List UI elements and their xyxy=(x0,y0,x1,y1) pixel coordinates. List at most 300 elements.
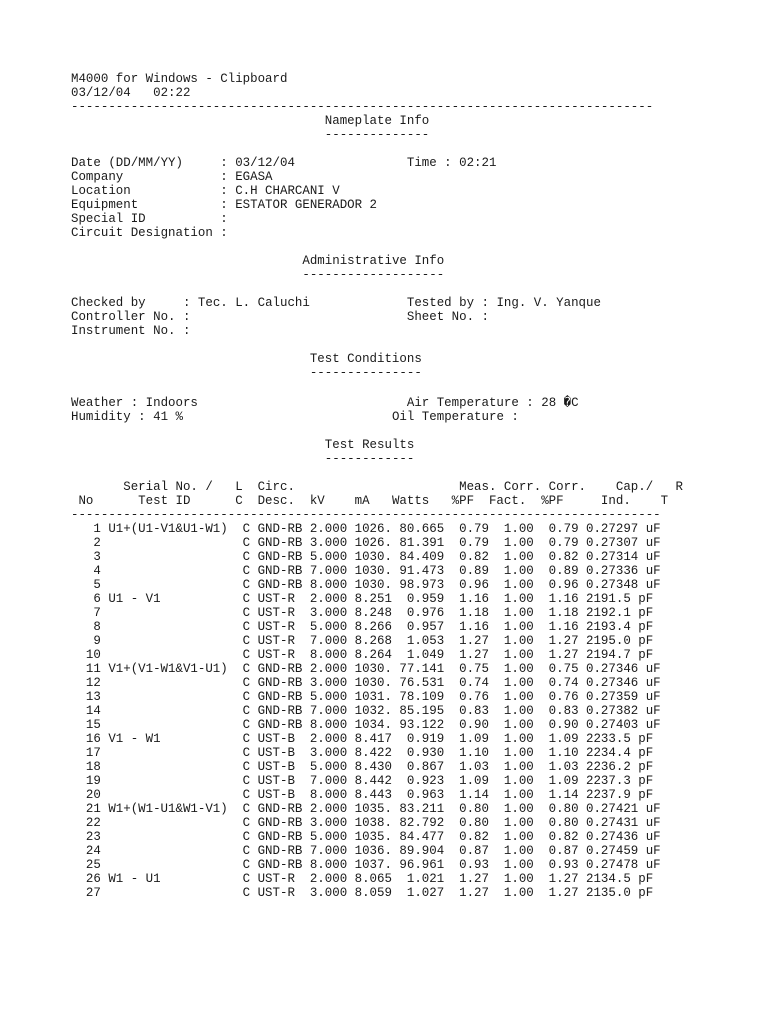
row-capacitance: 2233.5 pF xyxy=(586,732,654,746)
row-corr-pf: 1.03 xyxy=(548,760,579,774)
row-corr-fact: 1.00 xyxy=(503,564,534,578)
row-corr-fact: 1.00 xyxy=(503,648,534,662)
row-corr-pf: 0.80 xyxy=(548,802,579,816)
instrument-label: Instrument No. xyxy=(71,324,176,338)
results-header-rule: ------------------------------------------------------------------------------- xyxy=(71,508,661,522)
row-kv: 2.000 xyxy=(309,732,348,746)
row-corr-fact: 1.00 xyxy=(503,830,534,844)
row-circuit-desc: GND-RB xyxy=(257,718,303,732)
row-corr-pf: 1.27 xyxy=(548,872,579,886)
row-number: 21 xyxy=(85,802,101,816)
row-ma: 1035. xyxy=(354,830,392,844)
row-watts: 83.211 xyxy=(399,802,445,816)
row-circuit-desc: UST-R xyxy=(257,634,295,648)
row-circuit-desc: GND-RB xyxy=(257,830,303,844)
row-watts: 76.531 xyxy=(399,676,445,690)
date-value: 03/12/04 xyxy=(235,156,295,170)
row-number: 18 xyxy=(85,760,101,774)
row-number: 16 xyxy=(85,732,101,746)
row-corr-pf: 0.93 xyxy=(548,858,579,872)
row-kv: 7.000 xyxy=(309,774,348,788)
row-watts: 0.963 xyxy=(406,788,445,802)
row-l-column: C xyxy=(242,620,251,634)
row-watts: 84.477 xyxy=(399,830,445,844)
row-ma: 1030. xyxy=(354,564,392,578)
row-capacitance: 2236.2 pF xyxy=(586,760,654,774)
table-row xyxy=(71,746,683,760)
row-capacitance: 0.27431 uF xyxy=(586,816,661,830)
row-meas-pf: 1.14 xyxy=(459,788,489,802)
row-l-column: C xyxy=(242,676,251,690)
row-kv: 2.000 xyxy=(309,522,348,536)
row-corr-pf: 0.76 xyxy=(548,690,579,704)
row-corr-fact: 1.00 xyxy=(503,802,534,816)
row-kv: 8.000 xyxy=(309,718,348,732)
row-ma: 8.268 xyxy=(354,634,392,648)
row-corr-pf: 1.10 xyxy=(548,746,579,760)
row-l-column: C xyxy=(242,732,251,746)
row-capacitance: 2234.4 pF xyxy=(586,746,654,760)
company-label: Company xyxy=(71,170,124,184)
row-l-column: C xyxy=(242,774,251,788)
results-header-line-2: No Test ID C Desc. kV mA Watts %PF Fact. %PF Ind. T xyxy=(71,494,669,508)
table-row xyxy=(71,858,683,872)
row-corr-pf: 0.82 xyxy=(548,550,579,564)
row-corr-fact: 1.00 xyxy=(503,592,534,606)
row-corr-pf: 0.75 xyxy=(548,662,579,676)
row-ma: 8.065 xyxy=(354,872,392,886)
sheet-label: Sheet No. xyxy=(406,310,475,324)
row-capacitance: 0.27307 uF xyxy=(586,536,661,550)
table-row xyxy=(71,648,683,662)
row-ma: 1026. xyxy=(354,536,392,550)
row-watts: 93.122 xyxy=(399,718,445,732)
equipment-value: ESTATOR GENERADOR 2 xyxy=(235,198,378,212)
conditions-title: Test Conditions xyxy=(309,352,422,366)
row-corr-pf: 0.89 xyxy=(548,564,579,578)
row-number: 4 xyxy=(93,564,101,578)
row-l-column: C xyxy=(242,550,251,564)
row-capacitance: 2192.1 pF xyxy=(586,606,654,620)
row-kv: 2.000 xyxy=(309,662,348,676)
row-kv: 5.000 xyxy=(309,620,348,634)
table-row xyxy=(71,816,683,830)
conditions-underline: --------------- xyxy=(309,366,422,380)
row-l-column: C xyxy=(242,606,251,620)
row-kv: 3.000 xyxy=(309,886,348,900)
circuit-label: Circuit Designation xyxy=(71,226,213,240)
report-date: 03/12/04 xyxy=(71,86,131,100)
row-kv: 2.000 xyxy=(309,802,348,816)
row-corr-pf: 0.83 xyxy=(548,704,579,718)
row-corr-fact: 1.00 xyxy=(503,522,534,536)
row-corr-fact: 1.00 xyxy=(503,550,534,564)
row-l-column: C xyxy=(242,858,251,872)
row-l-column: C xyxy=(242,788,251,802)
row-circuit-desc: GND-RB xyxy=(257,536,303,550)
row-corr-pf: 0.80 xyxy=(548,816,579,830)
row-circuit-desc: GND-RB xyxy=(257,662,303,676)
row-corr-pf: 0.82 xyxy=(548,830,579,844)
row-ma: 1030. xyxy=(354,578,392,592)
row-number: 7 xyxy=(93,606,101,620)
row-number: 27 xyxy=(85,886,101,900)
time-value: 02:21 xyxy=(459,156,497,170)
row-capacitance: 0.27359 uF xyxy=(586,690,661,704)
row-number: 24 xyxy=(85,844,101,858)
row-test-id: U1+(U1-V1&U1-W1) xyxy=(108,522,228,536)
special-id-label: Special ID xyxy=(71,212,146,226)
row-ma: 8.417 xyxy=(354,732,392,746)
row-kv: 3.000 xyxy=(309,816,348,830)
row-l-column: C xyxy=(242,578,251,592)
row-capacitance: 2195.0 pF xyxy=(586,634,654,648)
row-capacitance: 0.27382 uF xyxy=(586,704,661,718)
table-row xyxy=(71,676,683,690)
company-value: EGASA xyxy=(235,170,273,184)
table-row xyxy=(71,802,683,816)
row-ma: 8.442 xyxy=(354,774,392,788)
row-l-column: C xyxy=(242,648,251,662)
row-watts: 1.049 xyxy=(406,648,445,662)
results-underline: ------------ xyxy=(324,452,415,466)
row-meas-pf: 1.16 xyxy=(459,620,489,634)
weather-label: Weather xyxy=(71,396,124,410)
table-row xyxy=(71,760,683,774)
row-kv: 8.000 xyxy=(309,788,348,802)
row-watts: 80.665 xyxy=(399,522,445,536)
row-kv: 3.000 xyxy=(309,606,348,620)
row-watts: 0.959 xyxy=(406,592,445,606)
air-temp-value: 28 �C xyxy=(541,396,579,410)
row-meas-pf: 0.93 xyxy=(459,858,489,872)
row-l-column: C xyxy=(242,886,251,900)
row-number: 23 xyxy=(85,830,101,844)
row-l-column: C xyxy=(242,746,251,760)
row-capacitance: 2191.5 pF xyxy=(586,592,654,606)
table-row xyxy=(71,522,683,536)
row-circuit-desc: UST-R xyxy=(257,872,295,886)
row-ma: 8.422 xyxy=(354,746,392,760)
row-corr-fact: 1.00 xyxy=(503,536,534,550)
row-circuit-desc: UST-B xyxy=(257,788,295,802)
app-title: M4000 for Windows - Clipboard xyxy=(71,72,288,86)
row-number: 10 xyxy=(85,648,101,662)
row-ma: 8.443 xyxy=(354,788,392,802)
table-row xyxy=(71,564,683,578)
row-meas-pf: 1.03 xyxy=(459,760,489,774)
row-number: 26 xyxy=(85,872,101,886)
controller-label: Controller No. xyxy=(71,310,176,324)
table-row xyxy=(71,732,683,746)
row-number: 6 xyxy=(93,592,101,606)
row-ma: 1038. xyxy=(354,816,392,830)
row-circuit-desc: GND-RB xyxy=(257,816,303,830)
humidity-label: Humidity xyxy=(71,410,131,424)
row-number: 20 xyxy=(85,788,101,802)
row-corr-fact: 1.00 xyxy=(503,858,534,872)
row-test-id: W1+(W1-U1&W1-V1) xyxy=(108,802,228,816)
row-capacitance: 2135.0 pF xyxy=(586,886,654,900)
row-circuit-desc: UST-R xyxy=(257,592,295,606)
row-ma: 8.059 xyxy=(354,886,392,900)
row-number: 25 xyxy=(85,858,101,872)
row-circuit-desc: UST-R xyxy=(257,648,295,662)
row-kv: 5.000 xyxy=(309,550,348,564)
row-corr-fact: 1.00 xyxy=(503,578,534,592)
row-kv: 8.000 xyxy=(309,858,348,872)
row-corr-pf: 1.27 xyxy=(548,634,579,648)
row-kv: 5.000 xyxy=(309,690,348,704)
row-meas-pf: 0.79 xyxy=(459,536,489,550)
row-ma: 8.266 xyxy=(354,620,392,634)
checked-by-label: Checked by xyxy=(71,296,146,310)
row-circuit-desc: UST-R xyxy=(257,886,295,900)
row-capacitance: 0.27459 uF xyxy=(586,844,661,858)
row-l-column: C xyxy=(242,522,251,536)
table-row xyxy=(71,550,683,564)
row-ma: 1034. xyxy=(354,718,392,732)
row-number: 13 xyxy=(85,690,101,704)
row-l-column: C xyxy=(242,830,251,844)
row-corr-pf: 1.27 xyxy=(548,648,579,662)
table-row xyxy=(71,788,683,802)
row-circuit-desc: GND-RB xyxy=(257,550,303,564)
row-capacitance: 2134.5 pF xyxy=(586,872,654,886)
row-circuit-desc: UST-B xyxy=(257,774,295,788)
row-kv: 3.000 xyxy=(309,676,348,690)
row-l-column: C xyxy=(242,760,251,774)
admin-underline: ------------------- xyxy=(302,268,445,282)
row-corr-pf: 0.96 xyxy=(548,578,579,592)
row-l-column: C xyxy=(242,592,251,606)
row-corr-pf: 0.87 xyxy=(548,844,579,858)
row-watts: 0.976 xyxy=(406,606,445,620)
row-meas-pf: 1.18 xyxy=(459,606,489,620)
row-watts: 77.141 xyxy=(399,662,445,676)
row-watts: 91.473 xyxy=(399,564,445,578)
row-circuit-desc: UST-R xyxy=(257,620,295,634)
row-corr-fact: 1.00 xyxy=(503,606,534,620)
row-ma: 1036. xyxy=(354,844,392,858)
air-temp-label: Air Temperature xyxy=(406,396,519,410)
row-corr-fact: 1.00 xyxy=(503,690,534,704)
row-watts: 0.923 xyxy=(406,774,445,788)
row-circuit-desc: UST-B xyxy=(257,732,295,746)
row-kv: 2.000 xyxy=(309,872,348,886)
tested-by-value: Ing. V. Yanque xyxy=(496,296,601,310)
row-circuit-desc: GND-RB xyxy=(257,690,303,704)
row-number: 1 xyxy=(93,522,101,536)
results-title: Test Results xyxy=(324,438,415,452)
row-watts: 78.109 xyxy=(399,690,445,704)
row-l-column: C xyxy=(242,634,251,648)
row-number: 11 xyxy=(85,662,101,676)
row-meas-pf: 0.75 xyxy=(459,662,489,676)
row-watts: 96.961 xyxy=(399,858,445,872)
row-meas-pf: 0.89 xyxy=(459,564,489,578)
date-label: Date (DD/MM/YY) xyxy=(71,156,183,170)
table-row xyxy=(71,578,683,592)
row-corr-pf: 1.27 xyxy=(548,886,579,900)
table-row xyxy=(71,718,683,732)
location-value: C.H CHARCANI V xyxy=(235,184,340,198)
row-meas-pf: 0.90 xyxy=(459,718,489,732)
row-watts: 84.409 xyxy=(399,550,445,564)
row-watts: 89.904 xyxy=(399,844,445,858)
row-circuit-desc: GND-RB xyxy=(257,522,303,536)
row-ma: 8.430 xyxy=(354,760,392,774)
weather-value: Indoors xyxy=(145,396,198,410)
row-kv: 8.000 xyxy=(309,578,348,592)
row-corr-fact: 1.00 xyxy=(503,732,534,746)
row-l-column: C xyxy=(242,872,251,886)
row-l-column: C xyxy=(242,704,251,718)
row-ma: 1031. xyxy=(354,690,392,704)
table-row xyxy=(71,662,683,676)
row-number: 2 xyxy=(93,536,101,550)
results-header-line-1: Serial No. / L Circ. Meas. Corr. Corr. Cap./ R xyxy=(71,480,684,494)
row-capacitance: 2237.9 pF xyxy=(586,788,654,802)
row-watts: 81.391 xyxy=(399,536,445,550)
row-ma: 1035. xyxy=(354,802,392,816)
row-corr-pf: 1.16 xyxy=(548,592,579,606)
row-meas-pf: 1.27 xyxy=(459,648,489,662)
row-capacitance: 0.27478 uF xyxy=(586,858,661,872)
table-row xyxy=(71,872,683,886)
row-watts: 82.792 xyxy=(399,816,445,830)
row-meas-pf: 1.27 xyxy=(459,872,489,886)
table-row xyxy=(71,844,683,858)
row-circuit-desc: GND-RB xyxy=(257,844,303,858)
row-meas-pf: 0.82 xyxy=(459,830,489,844)
row-circuit-desc: GND-RB xyxy=(257,676,303,690)
checked-by-value: Tec. L. Caluchi xyxy=(197,296,310,310)
row-kv: 8.000 xyxy=(309,648,348,662)
row-test-id: V1+(V1-W1&V1-U1) xyxy=(108,662,228,676)
row-l-column: C xyxy=(242,844,251,858)
row-number: 14 xyxy=(85,704,101,718)
row-watts: 0.867 xyxy=(406,760,445,774)
row-capacitance: 0.27403 uF xyxy=(586,718,661,732)
humidity-value: 41 % xyxy=(153,410,183,424)
nameplate-underline: -------------- xyxy=(324,128,430,142)
row-number: 12 xyxy=(85,676,101,690)
table-row xyxy=(71,774,683,788)
row-corr-pf: 0.79 xyxy=(548,522,579,536)
row-meas-pf: 1.09 xyxy=(459,732,489,746)
row-meas-pf: 0.80 xyxy=(459,802,489,816)
row-capacitance: 2193.4 pF xyxy=(586,620,654,634)
row-l-column: C xyxy=(242,718,251,732)
location-label: Location xyxy=(71,184,131,198)
row-ma: 1037. xyxy=(354,858,392,872)
row-number: 17 xyxy=(85,746,101,760)
row-capacitance: 0.27346 uF xyxy=(586,662,661,676)
row-test-id: U1 - V1 xyxy=(108,592,161,606)
row-corr-pf: 1.18 xyxy=(548,606,579,620)
row-corr-fact: 1.00 xyxy=(503,774,534,788)
row-meas-pf: 1.10 xyxy=(459,746,489,760)
row-circuit-desc: UST-B xyxy=(257,760,295,774)
tested-by-label: Tested by xyxy=(406,296,475,310)
row-ma: 8.251 xyxy=(354,592,392,606)
report-time: 02:22 xyxy=(153,86,191,100)
row-capacitance: 2237.3 pF xyxy=(586,774,654,788)
row-capacitance: 2194.7 pF xyxy=(586,648,654,662)
row-corr-fact: 1.00 xyxy=(503,816,534,830)
row-watts: 1.027 xyxy=(406,886,445,900)
row-corr-fact: 1.00 xyxy=(503,760,534,774)
row-watts: 0.930 xyxy=(406,746,445,760)
row-ma: 1026. xyxy=(354,522,392,536)
row-ma: 1030. xyxy=(354,676,392,690)
row-l-column: C xyxy=(242,536,251,550)
row-number: 8 xyxy=(93,620,101,634)
row-corr-fact: 1.00 xyxy=(503,704,534,718)
row-l-column: C xyxy=(242,662,251,676)
row-corr-fact: 1.00 xyxy=(503,746,534,760)
row-meas-pf: 0.83 xyxy=(459,704,489,718)
oil-temp-label: Oil Temperature xyxy=(391,410,504,424)
row-corr-fact: 1.00 xyxy=(503,844,534,858)
table-row xyxy=(71,704,683,718)
row-corr-pf: 0.90 xyxy=(548,718,579,732)
row-watts: 98.973 xyxy=(399,578,445,592)
nameplate-title: Nameplate Info xyxy=(324,114,430,128)
row-ma: 1030. xyxy=(354,550,392,564)
results-table-body xyxy=(71,522,683,900)
table-row xyxy=(71,536,683,550)
row-number: 5 xyxy=(93,578,101,592)
row-kv: 3.000 xyxy=(309,746,348,760)
row-ma: 8.264 xyxy=(354,648,392,662)
row-corr-fact: 1.00 xyxy=(503,886,534,900)
table-row xyxy=(71,690,683,704)
row-kv: 5.000 xyxy=(309,830,348,844)
row-corr-fact: 1.00 xyxy=(503,634,534,648)
table-row xyxy=(71,886,683,900)
row-corr-fact: 1.00 xyxy=(503,718,534,732)
row-watts: 0.919 xyxy=(406,732,445,746)
row-meas-pf: 1.27 xyxy=(459,634,489,648)
row-corr-fact: 1.00 xyxy=(503,872,534,886)
row-watts: 1.021 xyxy=(406,872,445,886)
row-circuit-desc: GND-RB xyxy=(257,802,303,816)
row-l-column: C xyxy=(242,802,251,816)
row-watts: 1.053 xyxy=(406,634,445,648)
table-row xyxy=(71,592,683,606)
row-kv: 2.000 xyxy=(309,592,348,606)
row-circuit-desc: GND-RB xyxy=(257,858,303,872)
row-meas-pf: 0.96 xyxy=(459,578,489,592)
row-meas-pf: 1.27 xyxy=(459,886,489,900)
row-corr-fact: 1.00 xyxy=(503,676,534,690)
header-rule: ------------------------------------------------------------------------------ xyxy=(71,100,654,114)
row-circuit-desc: GND-RB xyxy=(257,564,303,578)
admin-title: Administrative Info xyxy=(302,254,445,268)
row-meas-pf: 0.87 xyxy=(459,844,489,858)
row-number: 9 xyxy=(93,634,101,648)
table-row xyxy=(71,606,683,620)
row-number: 22 xyxy=(85,816,101,830)
row-ma: 1030. xyxy=(354,662,392,676)
row-meas-pf: 1.16 xyxy=(459,592,489,606)
row-circuit-desc: GND-RB xyxy=(257,578,303,592)
row-capacitance: 0.27314 uF xyxy=(586,550,661,564)
row-meas-pf: 0.82 xyxy=(459,550,489,564)
row-corr-fact: 1.00 xyxy=(503,620,534,634)
